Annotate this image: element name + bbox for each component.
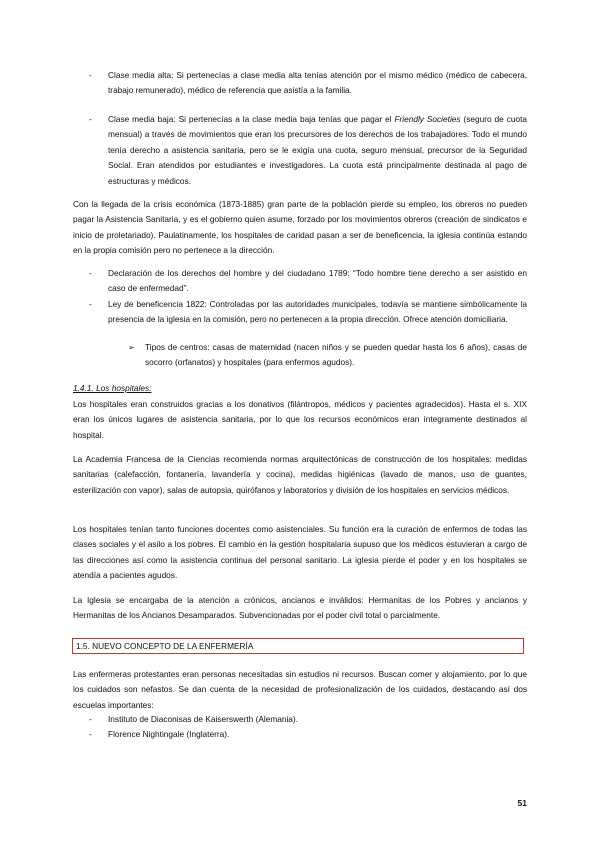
paragraph-nursing: Las enfermeras protestantes eran personas necesitadas sin estudios ni recursos. Buscan comer y alojamiento, por lo que los cuidados son nefastos. Se dan cuenta de la necesidad de profesionalización de los cuidados, destacando así dos escuelas importantes: <box>73 669 527 710</box>
section-heading-text: 1.5. NUEVO CONCEPTO DE LA ENFERMERÍA <box>76 641 254 651</box>
page-number: 51 <box>517 798 527 808</box>
bullet-text: Florence Nightingale (Inglaterra). <box>108 729 230 739</box>
bullet-text: Ley de beneficencia 1822: Controladas por las autoridades municipales, todavía se mantiene simbólicamente la presencia de la iglesia en la comisión, pero no pertenecen a la propia dirección. Ofrece atención domiciliaria. <box>108 299 527 325</box>
friendly-societies-italic: Friendly Societies <box>394 114 461 124</box>
bullet-dash: - <box>89 70 92 80</box>
paragraph-crisis: Con la llegada de la crisis económica (1873-1885) gran parte de la población pierde su empleo, los obreros no pueden pagar la Asistencia Sanitaria, y es el gobierno quien asume, forzado por los movimientos obreros (creación de sindicatos e inicio de proletariado). Paulatinamente, los hospitales de caridad pasan a ser de beneficencia, la iglesia continúa estando en la propia comisión pero no pertenece a la dirección. <box>73 199 527 256</box>
section-heading-box <box>72 638 524 654</box>
bullet-text-part: (seguro de cuota mensual) a través de movimientos que eran los precursores de los derechos de los trabajadores. Todo el mundo tenía derecho a asistencia sanitaria, pero se le exigía una cuota, seguro mensual, precursor de la Seguridad Social. Eran atendidos por estudiantes e investigadores. La cuota está principalmente destinada al pago de estructuras y médicos. <box>108 114 527 186</box>
arrow-bullet-icon: ➢ <box>128 343 135 352</box>
bullet-declaracion <box>89 266 527 297</box>
bullet-text: Instituto de Diaconisas de Kaiserswerth (Alemania). <box>108 714 298 724</box>
subheading-text: 1.4.1. Los hospitales: <box>73 383 152 393</box>
bullet-clase-media-baja <box>89 112 527 189</box>
bullet-text-part: Clase media baja: Si pertenecías a la clase media baja tenías que pagar el <box>108 114 395 124</box>
paragraph-hospitales-3: Los hospitales tenían tanto funciones docentes como asistenciales. Su función era la curación de enfermos de todas las clases sociales y el asilo a los pobres. El cambio en la gestión hospitalaria supuso que los médicos estuvieran a cargo de las direcciones así como la asistencia continua del personal sanitario. La iglesia pierde el poder y en los hospitales se atendía a pacientes agudos. <box>73 524 527 581</box>
bullet-kaiserswerth <box>89 712 527 727</box>
sub-bullet-text: Tipos de centros: casas de maternidad (nacen niños y se pueden quedar hasta los 6 años), casas de socorro (orfanatos) y hospitales (para enfermos agudos). <box>145 342 527 368</box>
bullet-dash: - <box>89 729 92 739</box>
bullet-nightingale <box>89 727 527 742</box>
bullet-clase-media-alta <box>89 68 527 99</box>
bullet-text: Declaración de los derechos del hombre y del ciudadano 1789: “Todo hombre tiene derecho a ser asistido en caso de enfermedad”. <box>108 268 527 294</box>
bullet-ley-beneficencia <box>89 297 527 328</box>
bullet-text: Clase media alta: Si pertenecías a clase media alta tenías atención por el mismo médico (médico de cabecera, trabajo remunerado), médico de referencia que asistía a la familia. <box>108 70 527 96</box>
paragraph-hospitales-4: La Iglesia se encargaba de la atención a crónicos, ancianos e inválidos: Hermanitas de los Pobres y ancianos y Hermanitas de los Ancianos Desamparados. Subvencionadas por el poder civil total o parcialmente. <box>73 595 527 621</box>
bullet-dash: - <box>89 714 92 724</box>
subheading-hospitales <box>73 381 527 396</box>
bullet-text <box>108 112 527 189</box>
paragraph-hospitales-1: Los hospitales eran construidos gracias a los donativos (filántropos, médicos y pacientes agradecidos). Hasta el s. XIX eran los únicos lugares de asistencia sanitaria, por lo que los recursos económicos eran íntegramente destinados al hospital. <box>73 399 527 440</box>
sub-bullet-tipos-centros <box>128 340 527 371</box>
bullet-dash: - <box>89 114 92 124</box>
bullet-dash: - <box>89 268 92 278</box>
bullet-dash: - <box>89 299 92 309</box>
paragraph-hospitales-2: La Academia Francesa de la Ciencias recomienda normas arquitectónicas de construcción de los hospitales: medidas sanitarias (calefacción, fontanería, lavandería y cocina), medidas higiénicas (lavado de manos, uso de guantes, esterilización con vapor), salas de autopsia, quirófanos y laboratorios y división de los hospitales en servicios médicos. <box>73 454 527 495</box>
